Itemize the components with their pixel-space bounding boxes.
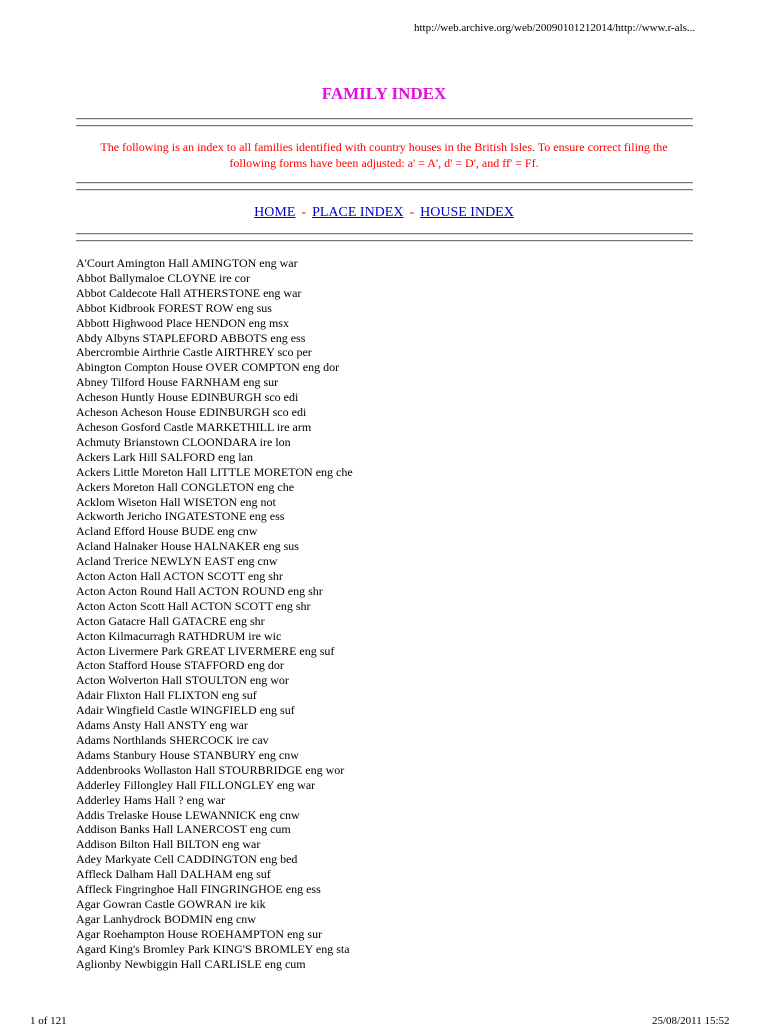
list-item: Adair Flixton Hall FLIXTON eng suf [76,688,257,703]
home-link[interactable]: HOME [254,205,296,220]
list-item: Abbott Highwood Place HENDON eng msx [76,315,289,330]
divider [76,125,693,127]
list-item: Affleck Dalham Hall DALHAM eng suf [76,867,271,882]
list-item: Ackworth Jericho INGATESTONE eng ess [76,509,285,524]
list-item: Acklom Wiseton Hall WISETON eng not [76,494,276,509]
house-index-link[interactable]: HOUSE INDEX [420,205,514,220]
place-index-link[interactable]: PLACE INDEX [312,205,404,220]
divider [76,182,693,184]
list-item: Abney Tilford House FARNHAM eng sur [76,375,279,390]
list-item: Adey Markyate Cell CADDINGTON eng bed [76,852,298,867]
list-item: Adderley Fillongley Hall FILLONGLEY eng war [76,777,316,792]
print-timestamp: 25/08/2011 15:52 [652,1015,730,1027]
divider [76,233,693,235]
list-item: Acton Gatacre Hall GATACRE eng shr [76,613,265,628]
list-item: Acton Livermere Park GREAT LIVERMERE eng suf [76,643,335,658]
list-item: Ackers Lark Hill SALFORD eng lan [76,449,253,464]
list-item: A'Court Amington Hall AMINGTON eng war [76,256,298,270]
list-item: Ackers Little Moreton Hall LITTLE MORETON eng che [76,464,353,479]
list-item: Acheson Acheson House EDINBURGH sco edi [76,405,307,420]
list-item: Aglionby Newbiggin Hall CARLISLE eng cum [76,956,306,971]
list-item: Abbot Caldecote Hall ATHERSTONE eng war [76,285,302,300]
list-item: Agar Gowran Castle GOWRAN ire kik [76,896,266,911]
list-item: Acton Acton Scott Hall ACTON SCOTT eng shr [76,598,311,613]
divider [76,240,693,242]
list-item: Abdy Albyns STAPLEFORD ABBOTS eng ess [76,330,306,345]
intro-text: The following is an index to all families identified with country houses in the British Isles. To ensure correct filing the following forms have been adjusted: a' = A', d' = D', and ff' = Ff. [100,140,668,170]
nav-separator: - [409,205,415,220]
list-item: Acton Kilmacurragh RATHDRUM ire wic [76,628,282,643]
list-item: Acheson Huntly House EDINBURGH sco edi [76,390,299,405]
nav-separator: - [301,205,307,220]
list-item: Adderley Hams Hall ? eng war [76,792,225,807]
family-list [76,256,696,972]
list-item: Adams Northlands SHERCOCK ire cav [76,733,269,747]
list-item: Abington Compton House OVER COMPTON eng dor [76,360,340,375]
list-item: Ackers Moreton Hall CONGLETON eng che [76,479,295,494]
list-item: Addison Banks Hall LANERCOST eng cum [76,822,291,837]
list-item: Abbot Ballymaloe CLOYNE ire cor [76,270,250,285]
list-item: Adams Ansty Hall ANSTY eng war [76,718,248,733]
list-item: Achmuty Brianstown CLOONDARA ire lon [76,434,291,449]
list-item: Addison Bilton Hall BILTON eng war [76,837,261,852]
list-item: Abbot Kidbrook FOREST ROW eng sus [76,300,272,315]
list-item: Agar Roehampton House ROEHAMPTON eng sur [76,926,323,941]
nav-links [0,205,768,221]
list-item: Acton Acton Hall ACTON SCOTT eng shr [76,569,283,584]
list-item: Adams Stanbury House STANBURY eng cnw [76,747,299,762]
list-item: Acland Trerice NEWLYN EAST eng cnw [76,554,278,569]
list-item: Addis Trelaske House LEWANNICK eng cnw [76,807,300,822]
list-item: Agar Lanhydrock BODMIN eng cnw [76,911,256,926]
list-item: Acland Efford House BUDE eng cnw [76,524,258,539]
list-item: Acland Halnaker House HALNAKER eng sus [76,539,299,554]
list-item: Acton Wolverton Hall STOULTON eng wor [76,673,289,688]
divider [76,118,693,120]
divider [76,189,693,191]
page-count: 1 of 121 [30,1015,67,1027]
list-item: Affleck Fingringhoe Hall FINGRINGHOE eng ess [76,882,321,897]
archive-url: http://web.archive.org/web/20090101212014/http://www.r-als... [414,22,696,34]
list-item: Acton Acton Round Hall ACTON ROUND eng shr [76,583,323,598]
list-item: Abercrombie Airthrie Castle AIRTHREY sco per [76,345,312,360]
page-title: FAMILY INDEX [321,84,447,103]
list-item: Acheson Gosford Castle MARKETHILL ire arm [76,419,312,434]
list-item: Addenbrooks Wollaston Hall STOURBRIDGE eng wor [76,762,345,777]
list-item: Adair Wingfield Castle WINGFIELD eng suf [76,703,295,718]
list-item: Agard King's Bromley Park KING'S BROMLEY eng sta [76,941,350,956]
list-item: Acton Stafford House STAFFORD eng dor [76,658,284,673]
